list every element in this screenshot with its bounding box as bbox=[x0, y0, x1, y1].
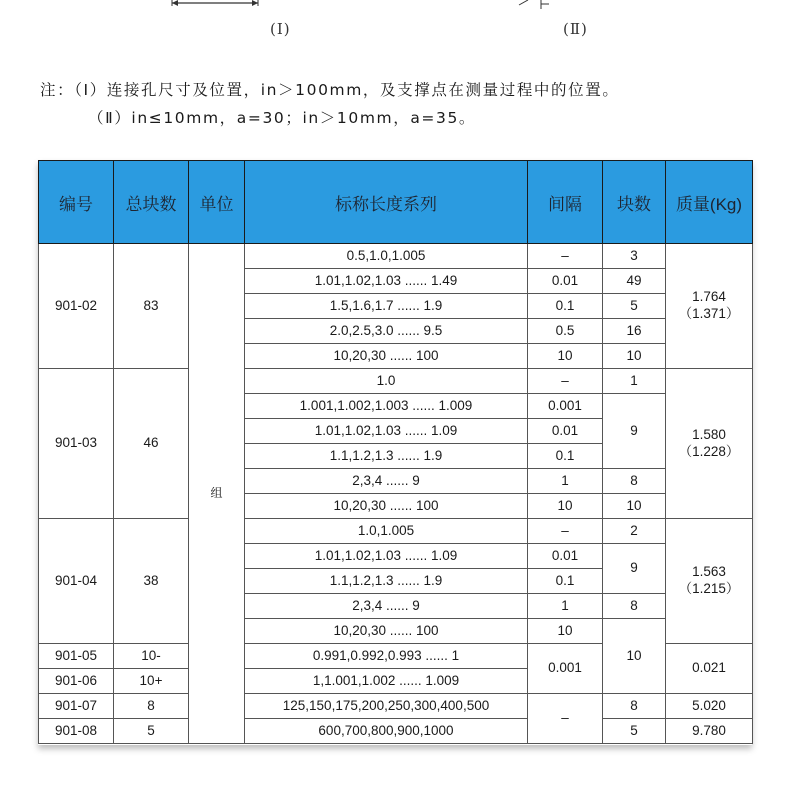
figure-drawing bbox=[0, 0, 790, 44]
interval-cell: 1 bbox=[528, 469, 603, 494]
interval-cell: 0.01 bbox=[528, 544, 603, 569]
series-cell: 2.0,2.5,3.0 ...... 9.5 bbox=[245, 319, 528, 344]
mass-cell bbox=[666, 244, 753, 369]
count-cell: 10 bbox=[603, 344, 666, 369]
count-cell: 9 bbox=[603, 394, 666, 469]
series-cell: 600,700,800,900,1000 bbox=[245, 719, 528, 744]
total-cell: 38 bbox=[114, 519, 189, 644]
interval-cell: 10 bbox=[528, 494, 603, 519]
series-cell: 0.5,1.0,1.005 bbox=[245, 244, 528, 269]
series-cell: 1.5,1.6,1.7 ...... 1.9 bbox=[245, 294, 528, 319]
count-cell: 8 bbox=[603, 594, 666, 619]
series-cell: 0.991,0.992,0.993 ...... 1 bbox=[245, 644, 528, 669]
mass-value: 1.764 bbox=[692, 289, 726, 305]
figure-fragment bbox=[0, 0, 790, 44]
note-line-2: （Ⅱ）in≤10mm，a=30；in＞10mm，a=35。 bbox=[88, 109, 477, 127]
note-line-1: 注：（Ⅰ）连接孔尺寸及位置，in＞100mm，及支撑点在测量过程中的位置。 bbox=[40, 81, 620, 99]
figure-label-1: (Ⅰ) bbox=[270, 20, 291, 38]
table-row bbox=[39, 719, 753, 744]
code-cell: 901-05 bbox=[39, 644, 114, 669]
figure-label-2: (Ⅱ) bbox=[563, 20, 588, 38]
table-row bbox=[39, 519, 753, 544]
count-cell: 8 bbox=[603, 694, 666, 719]
interval-cell: 0.1 bbox=[528, 569, 603, 594]
total-cell: 5 bbox=[114, 719, 189, 744]
unit-cell: 组 bbox=[189, 244, 245, 744]
count-cell: 16 bbox=[603, 319, 666, 344]
interval-cell: 0.001 bbox=[528, 644, 603, 694]
table-header-row bbox=[39, 161, 753, 244]
table-row bbox=[39, 694, 753, 719]
series-cell: 1,1.001,1.002 ...... 1.009 bbox=[245, 669, 528, 694]
code-cell: 901-07 bbox=[39, 694, 114, 719]
series-cell: 2,3,4 ...... 9 bbox=[245, 594, 528, 619]
interval-cell: 1 bbox=[528, 594, 603, 619]
code-cell: 901-08 bbox=[39, 719, 114, 744]
code-cell: 901-06 bbox=[39, 669, 114, 694]
header-block-count: 块数 bbox=[603, 161, 666, 244]
total-cell: 8 bbox=[114, 694, 189, 719]
mass-value-alt: （1.215） bbox=[678, 581, 740, 596]
series-cell: 10,20,30 ...... 100 bbox=[245, 494, 528, 519]
count-cell: 3 bbox=[603, 244, 666, 269]
interval-cell: 0.01 bbox=[528, 269, 603, 294]
total-cell: 83 bbox=[114, 244, 189, 369]
interval-cell: 10 bbox=[528, 619, 603, 644]
interval-cell: – bbox=[528, 519, 603, 544]
header-nominal-length-series: 标称长度系列 bbox=[245, 161, 528, 244]
total-cell: 46 bbox=[114, 369, 189, 519]
series-cell: 125,150,175,200,250,300,400,500 bbox=[245, 694, 528, 719]
header-code: 编号 bbox=[39, 161, 114, 244]
total-cell: 10+ bbox=[114, 669, 189, 694]
series-cell: 1.0,1.005 bbox=[245, 519, 528, 544]
count-cell: 10 bbox=[603, 494, 666, 519]
mass-value-alt: （1.228） bbox=[678, 443, 740, 459]
gauge-block-table bbox=[38, 160, 752, 745]
interval-cell: – bbox=[528, 694, 603, 744]
code-cell: 901-04 bbox=[39, 519, 114, 644]
count-cell: 9 bbox=[603, 544, 666, 594]
count-cell: 2 bbox=[603, 519, 666, 544]
series-cell: 1.01,1.02,1.03 ...... 1.49 bbox=[245, 269, 528, 294]
count-cell: 49 bbox=[603, 269, 666, 294]
series-cell: 1.01,1.02,1.03 ...... 1.09 bbox=[245, 419, 528, 444]
mass-value: 1.580 bbox=[692, 426, 726, 442]
code-cell: 901-03 bbox=[39, 369, 114, 519]
series-cell: 1.1,1.2,1.3 ...... 1.9 bbox=[245, 569, 528, 594]
mass-cell: 5.020 bbox=[666, 694, 753, 719]
interval-cell: 0.001 bbox=[528, 394, 603, 419]
code-cell: 901-02 bbox=[39, 244, 114, 369]
series-cell: 1.01,1.02,1.03 ...... 1.09 bbox=[245, 544, 528, 569]
series-cell: 1.0 bbox=[245, 369, 528, 394]
table-row bbox=[39, 244, 753, 269]
mass-cell bbox=[666, 369, 753, 519]
total-cell: 10- bbox=[114, 644, 189, 669]
count-cell: 10 bbox=[603, 619, 666, 694]
count-cell: 5 bbox=[603, 294, 666, 319]
table-row bbox=[39, 369, 753, 394]
header-interval: 间隔 bbox=[528, 161, 603, 244]
interval-cell: – bbox=[528, 369, 603, 394]
count-cell: 5 bbox=[603, 719, 666, 744]
mass-cell: 0.021 bbox=[666, 644, 753, 694]
interval-cell: – bbox=[528, 244, 603, 269]
mass-cell bbox=[666, 519, 753, 644]
count-cell: 1 bbox=[603, 369, 666, 394]
interval-cell: 10 bbox=[528, 344, 603, 369]
series-cell: 10,20,30 ...... 100 bbox=[245, 619, 528, 644]
interval-cell: 0.1 bbox=[528, 294, 603, 319]
header-unit: 单位 bbox=[189, 161, 245, 244]
interval-cell: 0.5 bbox=[528, 319, 603, 344]
series-cell: 1.1,1.2,1.3 ...... 1.9 bbox=[245, 444, 528, 469]
interval-cell: 0.1 bbox=[528, 444, 603, 469]
mass-value: 1.563 bbox=[692, 564, 726, 580]
series-cell: 10,20,30 ...... 100 bbox=[245, 344, 528, 369]
mass-cell: 9.780 bbox=[666, 719, 753, 744]
count-cell: 8 bbox=[603, 469, 666, 494]
header-mass: 质量(Kg) bbox=[666, 161, 753, 244]
header-total-blocks: 总块数 bbox=[114, 161, 189, 244]
series-cell: 1.001,1.002,1.003 ...... 1.009 bbox=[245, 394, 528, 419]
interval-cell: 0.01 bbox=[528, 419, 603, 444]
mass-value-alt: （1.371） bbox=[678, 306, 740, 321]
series-cell: 2,3,4 ...... 9 bbox=[245, 469, 528, 494]
